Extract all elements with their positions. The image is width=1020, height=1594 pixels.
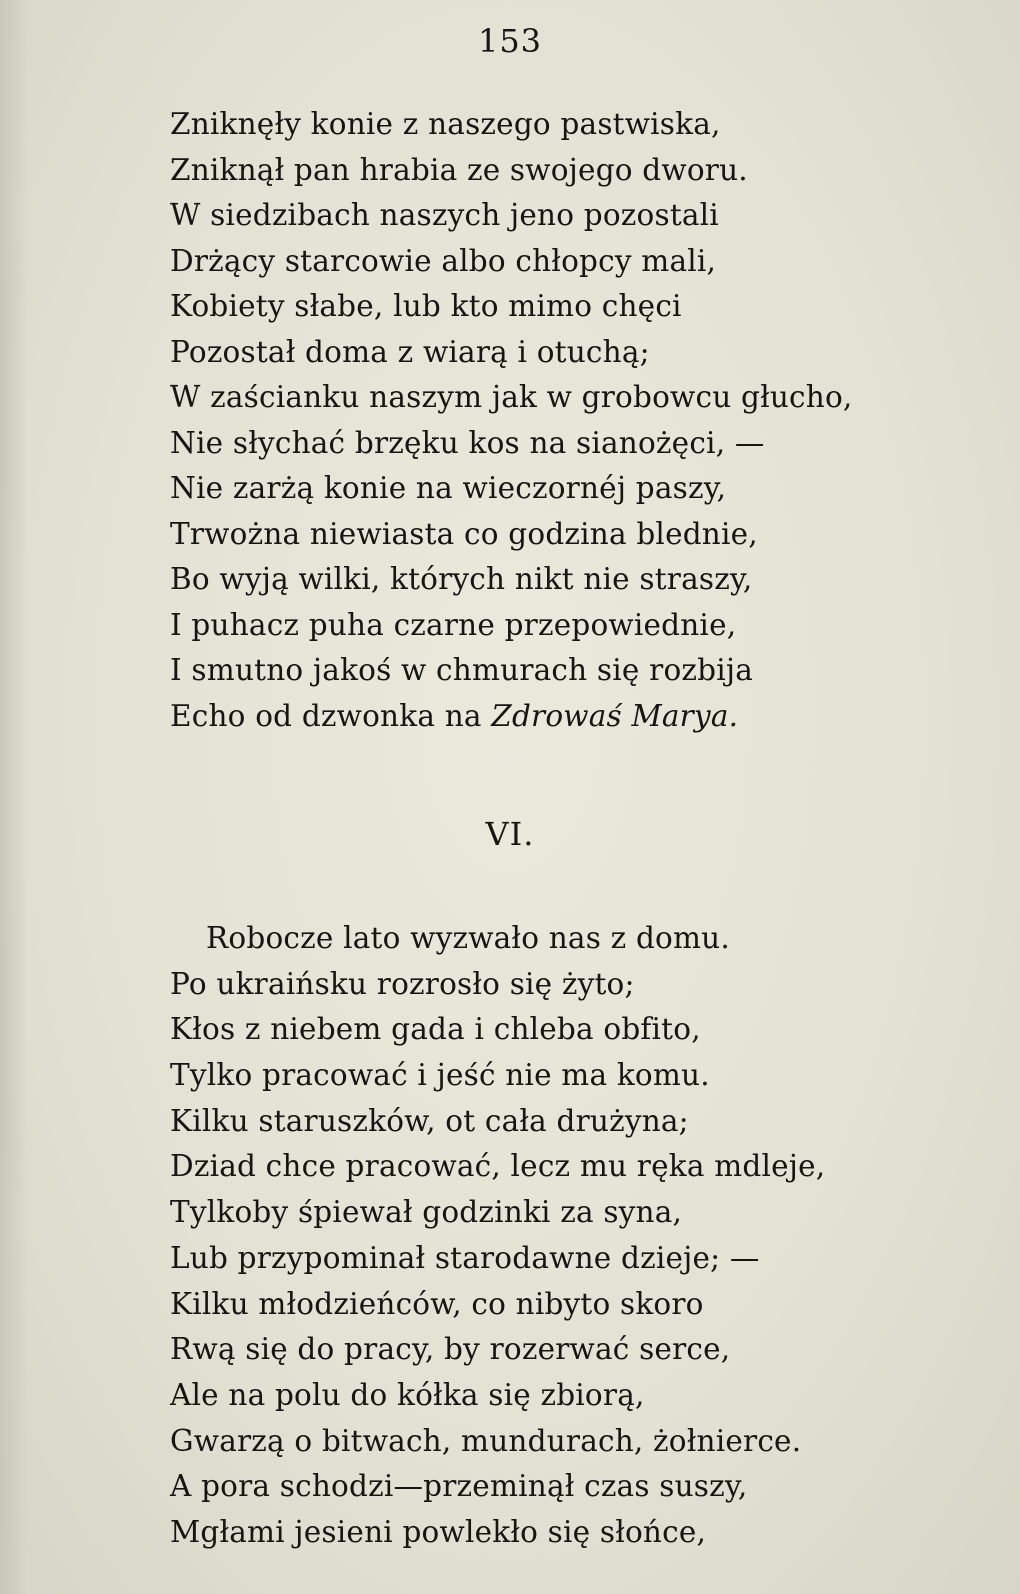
verse-line: Pozostał doma z wiarą i otuchą; (170, 334, 650, 369)
page-number: 153 (477, 22, 543, 60)
verse-line: Kilku młodzieńców, co nibyto skoro (170, 1286, 704, 1321)
verse-line-italic: Zdrowaś Marya. (491, 698, 739, 733)
stanza-two (170, 916, 825, 1556)
verse-line: Ale na polu do kółka się zbiorą, (170, 1377, 645, 1412)
section-heading: VI. (485, 815, 535, 853)
verse-line: Gwarzą o bitwach, mundurach, żołnierce. (170, 1423, 802, 1458)
verse-line: Kobiety słabe, lub kto mimo chęci (170, 289, 682, 323)
verse-line: Po ukraińsku rozrosło się żyto; (170, 966, 635, 1001)
verse-line: Drżący starcowie albo chłopcy mali, (170, 243, 717, 278)
verse-line-last (170, 694, 853, 740)
verse-line: Kilku staruszków, ot cała drużyna; (170, 1103, 689, 1138)
verse-line: Zniknął pan hrabia ze swojego dworu. (170, 152, 748, 187)
verse-line-prefix: Echo od dzwonka na (170, 698, 492, 733)
verse-line: W siedzibach naszych jeno pozostali (170, 198, 719, 232)
verse-line: I puhacz puha czarne przepowiednie, (170, 607, 737, 642)
stanza-one (170, 102, 853, 739)
verse-line: Kłos z niebem gada i chleba obfito, (170, 1012, 701, 1047)
verse-line: Lub przypominał starodawne dzieje; — (170, 1240, 760, 1275)
page-gutter-shadow (0, 0, 28, 1594)
verse-line: I smutno jakoś w chmurach się rozbija (170, 653, 753, 687)
verse-line: W zaścianku naszym jak w grobowcu głucho, (170, 380, 853, 414)
verse-line: Tylkoby śpiewał godzinki za syna, (170, 1195, 683, 1230)
verse-line: Nie słychać brzęku kos na sianożęci, — (170, 425, 765, 460)
verse-line: Rwą się do pracy, by rozerwać serce, (170, 1332, 731, 1367)
verse-line: Nie zarżą konie na wieczornéj paszy, (170, 471, 727, 505)
verse-line: A pora schodzi—przeminął czas suszy, (170, 1469, 748, 1504)
verse-line: Tylko pracować i jeść nie ma komu. (170, 1058, 710, 1093)
verse-line-first-indented: Robocze lato wyzwało nas z domu. (206, 921, 730, 955)
verse-line: Trwożna niewiasta co godzina blednie, (170, 516, 758, 551)
verse-line: Dziad chce pracować, lecz mu ręka mdleje, (170, 1149, 826, 1184)
verse-line: Mgłami jesieni powlekło się słońce, (170, 1514, 707, 1549)
verse-line: Zniknęły konie z naszego pastwiska, (170, 107, 721, 141)
verse-line: Bo wyją wilki, których nikt nie straszy, (170, 562, 753, 596)
